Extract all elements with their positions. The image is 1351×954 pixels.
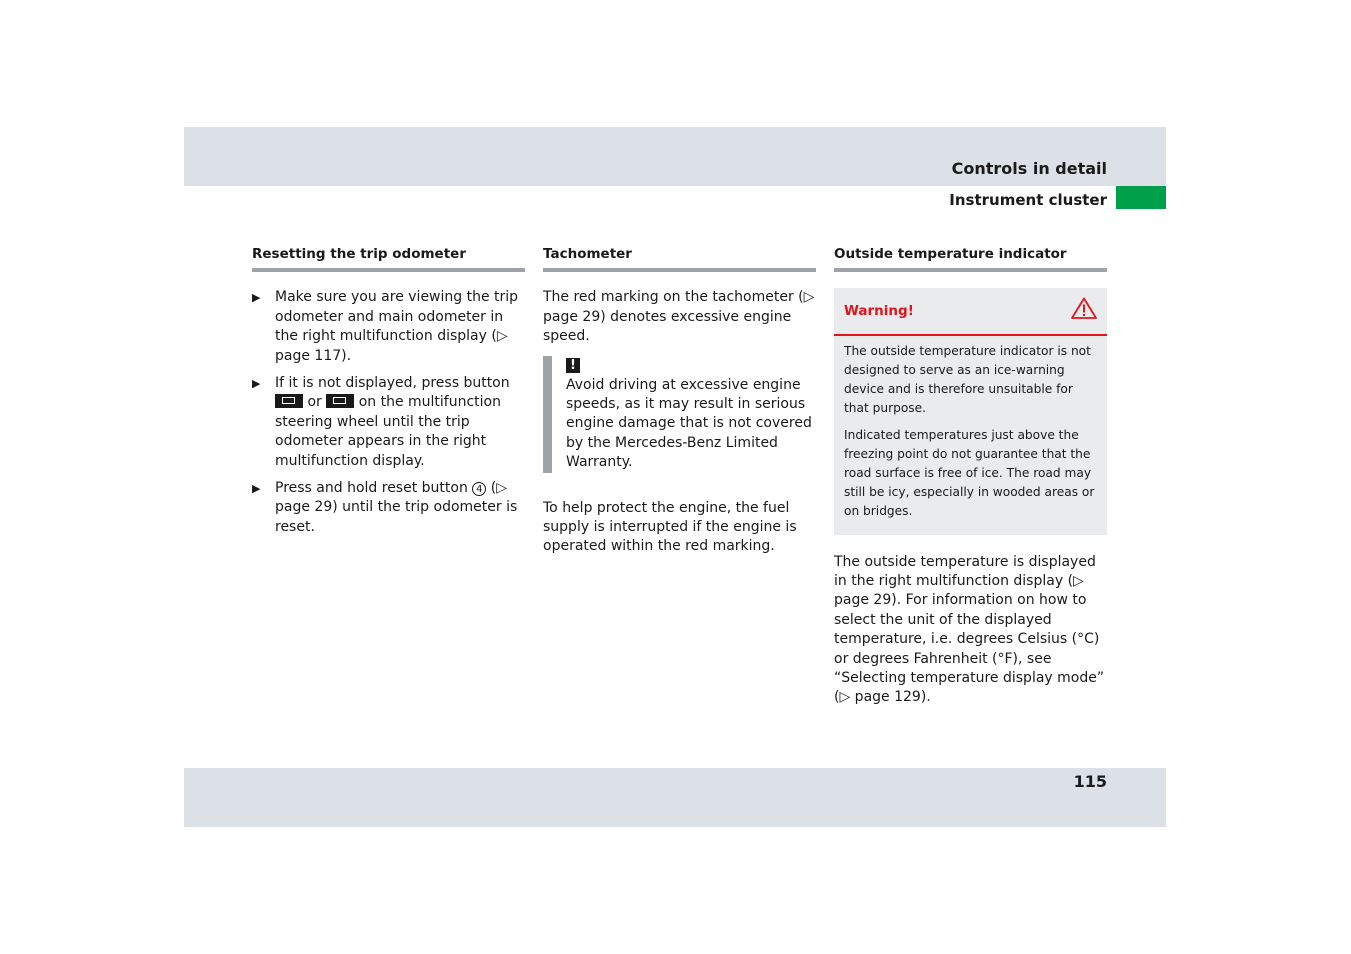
warning-text-2: Indicated temperatures just above the freezing point do not guarantee that the road surface is free of ice. The road may still be icy, especially in wooded areas or on bridges.: [844, 427, 1095, 519]
page-number: 115: [1073, 772, 1107, 791]
bullet-arrow-icon: ▶: [252, 291, 261, 305]
bullet-arrow-icon: ▶: [252, 482, 261, 496]
section-title: Controls in detail: [951, 159, 1107, 178]
notice-bar: [543, 356, 552, 473]
warning-header: [834, 288, 1107, 335]
display-up-button-icon: [275, 394, 303, 408]
footer-band: [184, 768, 1166, 827]
display-down-button-icon: [326, 394, 354, 408]
trip-odometer-heading: Resetting the trip odometer: [252, 245, 525, 272]
warning-box: [834, 288, 1107, 534]
warning-triangle-icon: [1071, 297, 1097, 325]
bullet-arrow-icon: ▶: [252, 377, 261, 391]
list-item: ▶ Make sure you are viewing the trip odometer and main odometer in the right multifunction display (▷ page 117).: [252, 289, 519, 364]
list-item: ▶ If it is not displayed, press button or on the multifunction steering wheel until the trip odometer appears in the right multifunction display.: [252, 375, 510, 469]
list-item: ▶ Press and hold reset button 4 (▷ page 29) until the trip odometer is reset.: [252, 480, 518, 535]
notice-text: Avoid driving at excessive engine speeds, as it may result in serious engine damage that is not covered by the Mercedes-Benz Limited Warranty.: [566, 376, 812, 471]
reset-button-callout: 4: [472, 482, 486, 496]
notice-box: [543, 356, 816, 473]
outside-temperature-text: The outside temperature is displayed in the right multifunction display (▷ page 29). For information on how to select the unit of the displayed temperature, i.e. degrees Celsius (°C) or degrees Fahrenheit (°F), see “Selecting temperature display mode” (▷ page 129).: [834, 553, 1105, 706]
tachometer-heading: Tachometer: [543, 245, 816, 272]
tachometer-section: [543, 245, 816, 557]
tachometer-fuel-text: To help protect the engine, the fuel supply is interrupted if the engine is operated within the red marking.: [543, 499, 797, 555]
warning-label: Warning!: [844, 302, 914, 319]
warning-text-1: The outside temperature indicator is not designed to serve as an ice-warning device and is therefore unsuitable for that purpose.: [844, 343, 1091, 416]
outside-temperature-heading: Outside temperature indicator: [834, 245, 1107, 272]
section-tab-marker: [1116, 186, 1166, 209]
subsection-title: Instrument cluster: [949, 191, 1107, 209]
tachometer-intro: The red marking on the tachometer (▷ page 29) denotes excessive engine speed.: [543, 289, 815, 345]
exclamation-icon: !: [566, 358, 580, 373]
trip-odometer-section: [252, 245, 525, 545]
outside-temperature-section: [834, 245, 1107, 708]
